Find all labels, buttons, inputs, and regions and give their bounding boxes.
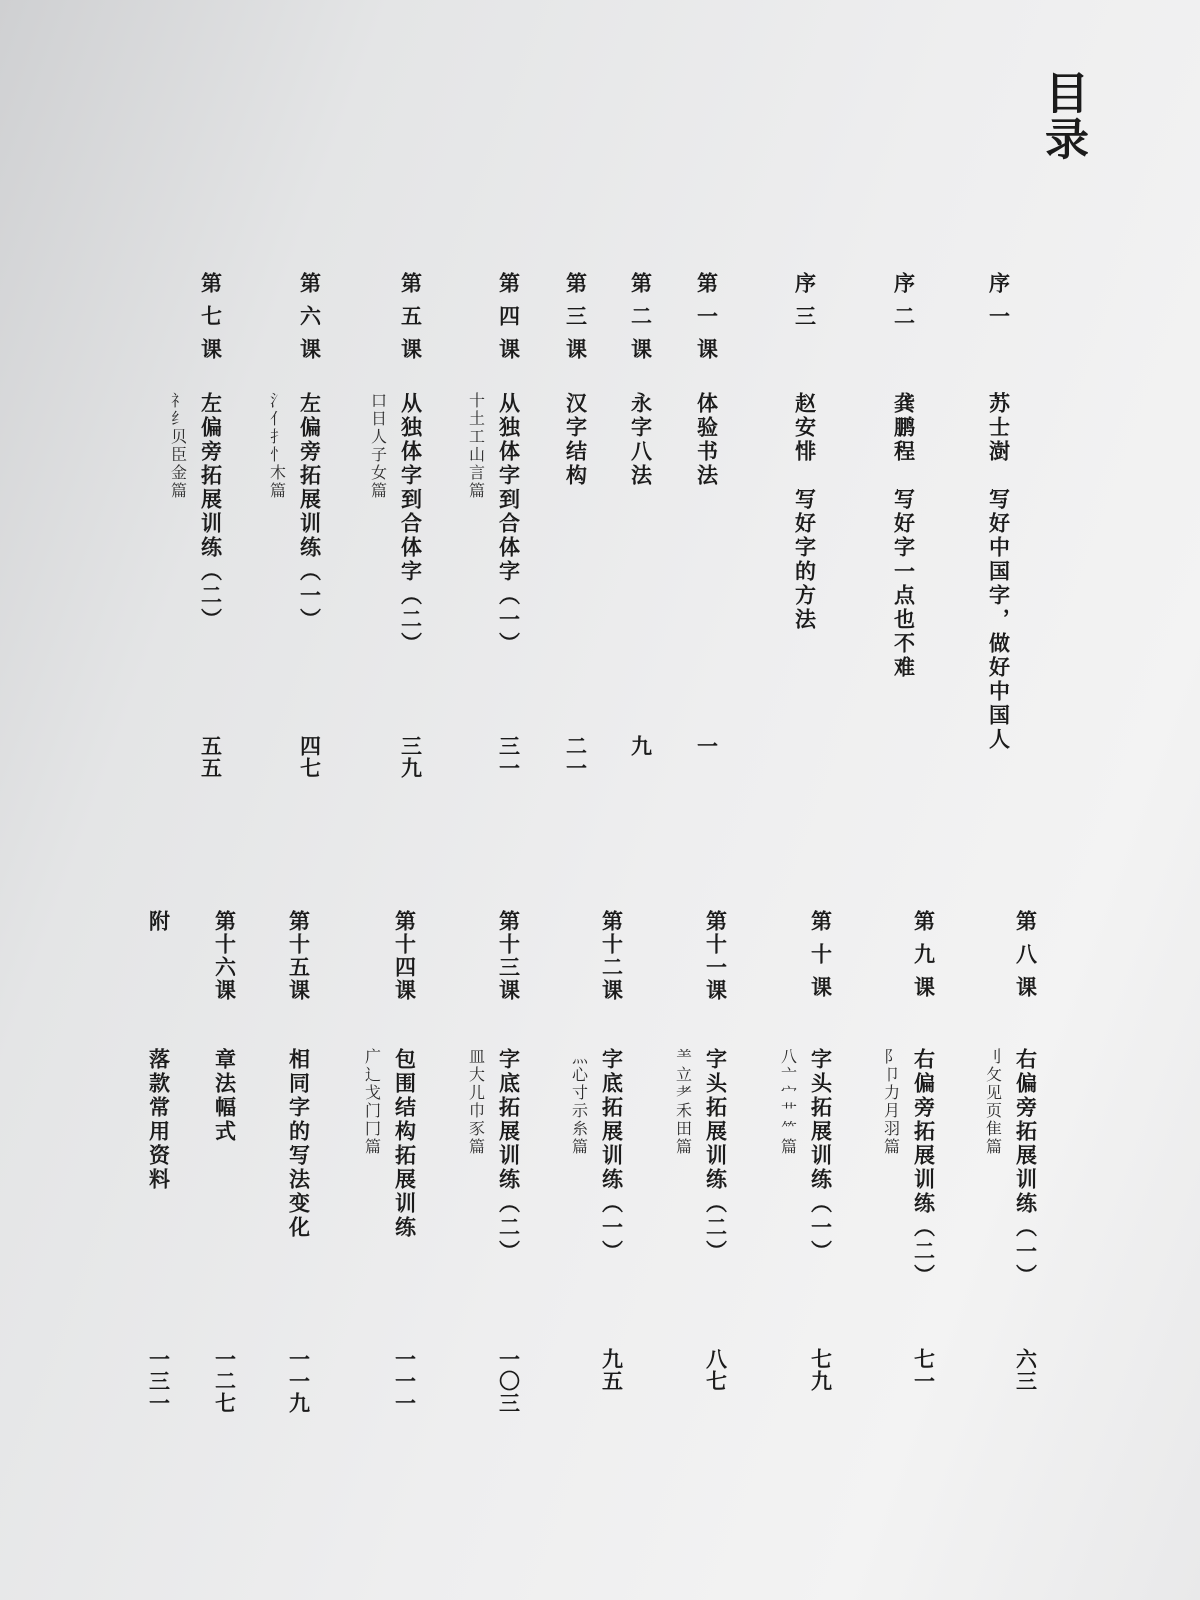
lesson-title: 左偏旁拓展训练（二） bbox=[198, 392, 223, 632]
lesson-label: 第十课 bbox=[808, 910, 833, 1009]
lesson-label: 第九课 bbox=[911, 910, 936, 1009]
lesson-title: 右偏旁拓展训练（二） bbox=[911, 1048, 936, 1288]
lesson-subtitle: 刂攵见页隹篇 bbox=[983, 1048, 1003, 1156]
lesson-subtitle: 氵亻扌忄木篇 bbox=[267, 392, 287, 500]
page-number: 一一一 bbox=[392, 1348, 417, 1414]
lesson-subtitle: 礻纟贝臣金篇 bbox=[168, 392, 188, 500]
lesson-title: 汉字结构 bbox=[563, 392, 588, 488]
lesson-title: 落款常用资料 bbox=[146, 1048, 171, 1192]
lesson-label: 第十六课 bbox=[212, 910, 237, 1002]
page-number: 九 bbox=[628, 735, 653, 757]
lesson-subtitle: 口日人子女篇 bbox=[368, 392, 388, 500]
lesson-subtitle: 广辶戈门冂篇 bbox=[362, 1048, 382, 1156]
page-number: 五五 bbox=[198, 735, 223, 779]
lesson-title: 右偏旁拓展训练（一） bbox=[1013, 1048, 1038, 1288]
page-title: 目录 bbox=[1037, 70, 1088, 162]
page-number: 一一九 bbox=[286, 1348, 311, 1414]
lesson-title: 字头拓展训练（二） bbox=[703, 1048, 728, 1264]
lesson-title: 章法幅式 bbox=[212, 1048, 237, 1144]
lesson-title: 龚鹏程 写好字一点也不难 bbox=[891, 392, 916, 680]
lesson-title: 从独体字到合体字（一） bbox=[496, 392, 521, 656]
page-number: 九五 bbox=[599, 1348, 624, 1392]
lesson-title: 字底拓展训练（二） bbox=[496, 1048, 521, 1264]
page-number: 二一 bbox=[563, 735, 588, 779]
lesson-label: 第十一课 bbox=[703, 910, 728, 1002]
page-number: 一二七 bbox=[212, 1348, 237, 1414]
lesson-title: 从独体字到合体字（二） bbox=[398, 392, 423, 656]
lesson-title: 左偏旁拓展训练（一） bbox=[297, 392, 322, 632]
lesson-label: 第五课 bbox=[398, 272, 423, 371]
lesson-label: 第三课 bbox=[563, 272, 588, 371]
lesson-label: 第二课 bbox=[628, 272, 653, 371]
lesson-label: 第十二课 bbox=[599, 910, 624, 1002]
lesson-label: 附 bbox=[146, 910, 171, 943]
lesson-label: 第六课 bbox=[297, 272, 322, 371]
page-number: 一 bbox=[694, 735, 719, 757]
lesson-subtitle: 灬心寸示糸篇 bbox=[569, 1048, 589, 1156]
page-number: 三九 bbox=[398, 735, 423, 779]
page-number: 八七 bbox=[703, 1348, 728, 1392]
lesson-title: 苏士澍 写好中国字，做好中国人 bbox=[986, 392, 1011, 752]
lesson-title: 字头拓展训练（一） bbox=[808, 1048, 833, 1264]
lesson-label: 第十三课 bbox=[496, 910, 521, 1002]
lesson-title: 体验书法 bbox=[694, 392, 719, 488]
lesson-title: 字底拓展训练（一） bbox=[599, 1048, 624, 1264]
lesson-label: 第八课 bbox=[1013, 910, 1038, 1009]
lesson-title: 赵安悱 写好字的方法 bbox=[792, 392, 817, 632]
page-number: 一三一 bbox=[146, 1348, 171, 1414]
page-number: 七九 bbox=[808, 1348, 833, 1392]
lesson-title: 永字八法 bbox=[628, 392, 653, 488]
lesson-label: 第十四课 bbox=[392, 910, 417, 1002]
lesson-label: 序三 bbox=[792, 272, 817, 338]
lesson-label: 第一课 bbox=[694, 272, 719, 371]
page-number: 七一 bbox=[911, 1348, 936, 1392]
lesson-label: 序二 bbox=[891, 272, 916, 338]
lesson-title: 相同字的写法变化 bbox=[286, 1048, 311, 1240]
page-number: 四七 bbox=[297, 735, 322, 779]
page-number: 六三 bbox=[1013, 1348, 1038, 1392]
lesson-subtitle: ⺷立⺹禾田篇 bbox=[673, 1048, 693, 1156]
lesson-subtitle: 皿大儿巾豕篇 bbox=[466, 1048, 486, 1156]
lesson-label: 第十五课 bbox=[286, 910, 311, 1002]
page-number: 三一 bbox=[496, 735, 521, 779]
page-number: 一〇三 bbox=[496, 1348, 521, 1414]
lesson-label: 第四课 bbox=[496, 272, 521, 371]
lesson-label: 第七课 bbox=[198, 272, 223, 371]
lesson-subtitle: 十土工山言篇 bbox=[466, 392, 486, 500]
lesson-subtitle: 八亠宀艹⺮篇 bbox=[778, 1048, 798, 1156]
lesson-title: 包围结构拓展训练 bbox=[392, 1048, 417, 1240]
lesson-subtitle: 阝卩力月羽篇 bbox=[881, 1048, 901, 1156]
lesson-label: 序一 bbox=[986, 272, 1011, 338]
